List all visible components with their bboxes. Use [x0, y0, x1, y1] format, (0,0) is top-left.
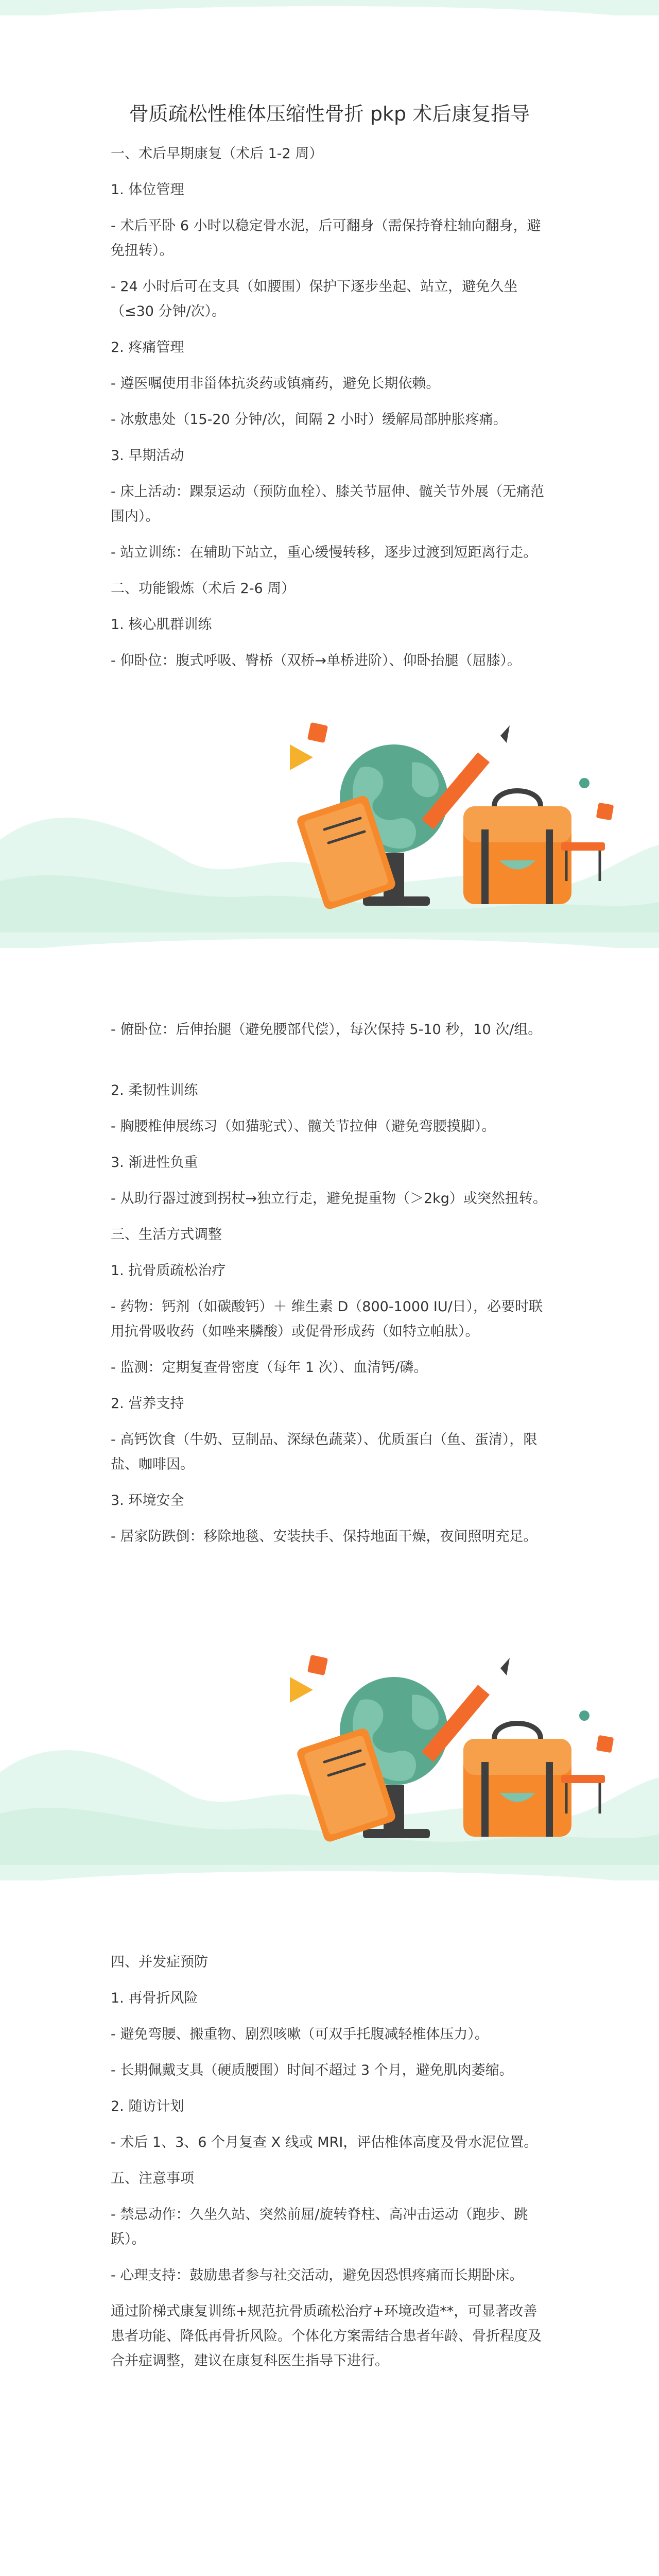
subheading: 2. 营养支持	[111, 1396, 184, 1412]
paragraph: - 心理支持：鼓励患者参与社交活动，避免因恐惧疼痛而长期卧床。	[111, 2267, 524, 2283]
top-decor-band	[0, 933, 659, 948]
document-page-3	[0, 1865, 659, 2576]
paragraph: - 床上活动：踝泵运动（预防血栓）、膝关节屈伸、髋关节外展（无痛范围内）。	[111, 484, 544, 524]
page-3-content	[111, 1950, 548, 2385]
school-supplies-illustration	[0, 675, 659, 933]
paragraph: - 站立训练：在辅助下站立，重心缓慢转移，逐步过渡到短距离行走。	[111, 545, 537, 561]
paragraph: - 俯卧位：后伸抬腿（避免腰部代偿），每次保持 5-10 秒，10 次/组。	[111, 1022, 542, 1038]
document-page-1	[0, 0, 659, 933]
subheading: 2. 随访计划	[111, 2098, 184, 2114]
triangle-icon	[290, 1677, 313, 1703]
top-decor-band	[0, 0, 659, 15]
subheading: 1. 体位管理	[111, 182, 184, 198]
paragraph: - 避免弯腰、搬重物、剧烈咳嗽（可双手托腹减轻椎体压力）。	[111, 2026, 489, 2042]
paragraph: - 24 小时后可在支具（如腰围）保护下逐步坐起、站立，避免久坐（≤30 分钟/次）。	[111, 279, 518, 319]
section-heading: 三、生活方式调整	[111, 1227, 222, 1243]
paragraph: - 长期佩戴支具（硬质腰围）时间不超过 3 个月，避免肌肉萎缩。	[111, 2062, 513, 2078]
subheading: 2. 柔韧性训练	[111, 1082, 198, 1098]
triangle-icon	[290, 744, 313, 770]
paragraph: - 遵医嘱使用非甾体抗炎药或镇痛药，避免长期依赖。	[111, 376, 440, 392]
document-title: 骨质疏松性椎体压缩性骨折 pkp 术后康复指导	[129, 103, 530, 125]
paragraph: - 冰敷患处（15-20 分钟/次，间隔 2 小时）缓解局部肿胀疼痛。	[111, 412, 507, 428]
bag-icon	[463, 1723, 571, 1837]
paragraph: - 药物：钙剂（如碳酸钙）＋ 维生素 D（800-1000 IU/日），必要时联用抗骨吸收药（如唑来膦酸）或促骨形成药（如特立帕肽）。	[111, 1299, 543, 1340]
subheading: 1. 抗骨质疏松治疗	[111, 1263, 226, 1279]
subheading: 3. 渐进性负重	[111, 1155, 198, 1171]
paragraph: - 术后平卧 6 小时以稳定骨水泥，后可翻身（需保持脊柱轴向翻身，避免扭转）。	[111, 218, 541, 259]
paragraph: - 禁忌动作：久坐久站、突然前屈/旋转脊柱、高冲击运动（跑步、跳跃）。	[111, 2207, 528, 2247]
bag-icon	[463, 791, 571, 904]
section-heading: 五、注意事项	[111, 2171, 194, 2187]
subheading: 1. 核心肌群训练	[111, 617, 212, 633]
paragraph: - 居家防跌倒：移除地毯、安装扶手、保持地面干燥，夜间照明充足。	[111, 1529, 537, 1545]
paragraph: - 胸腰椎伸展练习（如猫驼式）、髋关节拉伸（避免弯腰摸脚）。	[111, 1118, 496, 1134]
paragraph: - 监测：定期复查骨密度（每年 1 次）、血清钙/磷。	[111, 1360, 428, 1376]
subheading: 2. 疼痛管理	[111, 340, 184, 355]
top-decor-band	[0, 1865, 659, 1880]
page-2-content	[111, 1018, 548, 1561]
paragraph: - 高钙饮食（牛奶、豆制品、深绿色蔬菜）、优质蛋白（鱼、蛋清），限盐、咖啡因。	[111, 1432, 537, 1472]
section-heading: 二、功能锻炼（术后 2-6 周）	[111, 581, 296, 597]
paragraph: - 仰卧位：腹式呼吸、臀桥（双桥→单桥进阶）、仰卧抬腿（屈膝）。	[111, 653, 521, 669]
page-1-content	[111, 100, 548, 685]
document-page-2	[0, 933, 659, 1865]
paragraph: - 术后 1、3、6 个月复查 X 线或 MRI，评估椎体高度及骨水泥位置。	[111, 2134, 538, 2150]
section-heading: 四、并发症预防	[111, 1954, 208, 1970]
subheading: 1. 再骨折风险	[111, 1990, 198, 2006]
paragraph: - 从助行器过渡到拐杖→独立行走，避免提重物（＞2kg）或突然扭转。	[111, 1191, 547, 1207]
summary-paragraph: 通过阶梯式康复训练+规范抗骨质疏松治疗+环境改造**，可显著改善患者功能、降低再骨折风险。个体化方案需结合患者年龄、骨折程度及合并症调整，建议在康复科医生指导下进行。	[111, 2303, 542, 2369]
subheading: 3. 早期活动	[111, 448, 184, 464]
school-supplies-illustration	[0, 1607, 659, 1865]
school-supplies-illustration	[0, 2539, 659, 2576]
section-heading: 一、术后早期康复（术后 1-2 周）	[111, 146, 323, 162]
subheading: 3. 环境安全	[111, 1493, 184, 1509]
